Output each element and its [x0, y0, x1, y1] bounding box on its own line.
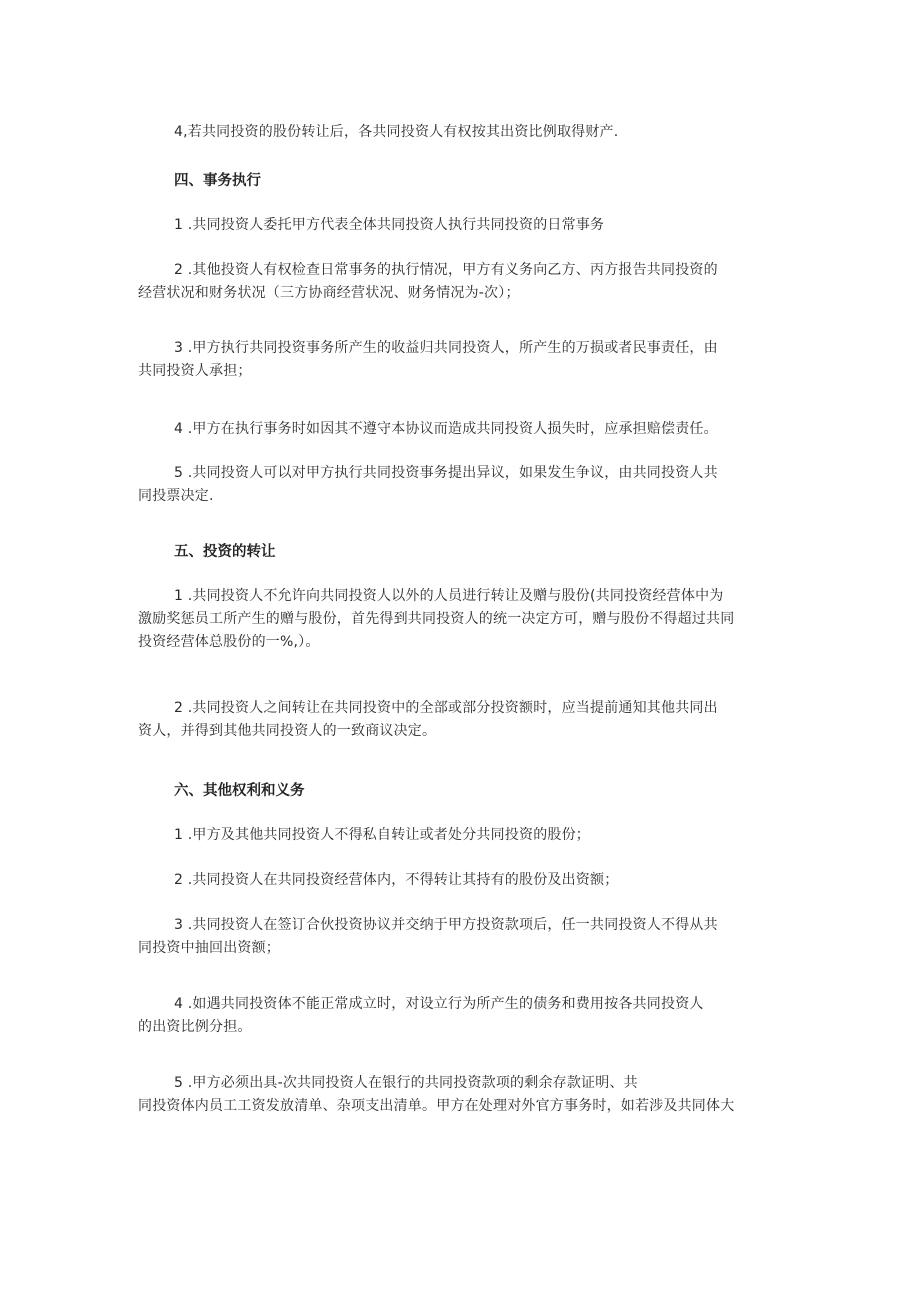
- heading-text: 五、投资的转让: [174, 544, 276, 560]
- text-line: 2 .其他投资人有权检查日常事务的执行情况，甲方有义务向乙方、丙方报告共同投资的: [174, 262, 718, 278]
- paragraph-3-4: [138, 121, 786, 144]
- clause-6-2: [138, 869, 786, 892]
- clause-6-3: [138, 914, 786, 960]
- text-line: 5 .共同投资人可以对甲方执行共同投资事务提出异议，如果发生争议，由共同投资人共: [174, 465, 718, 481]
- text-line: 1 .共同投资人不允许向共同投资人以外的人员进行转让及赠与股份(共同投资经营体中为: [174, 588, 724, 604]
- text-line: 投资经营体总股份的一%,）。: [138, 634, 320, 650]
- text-line: 资人，并得到其他共同投资人的一致商议决定。: [138, 723, 437, 739]
- section-heading-5: [138, 541, 786, 564]
- clause-6-1: [138, 824, 786, 847]
- heading-text: 四、事务执行: [174, 173, 261, 189]
- text-line: 经营状况和财务状况（三方协商经营状况、财务情况为-次）；: [138, 285, 520, 301]
- text-line: 1 .甲方及其他共同投资人不得私自转让或者处分共同投资的股份；: [174, 827, 591, 843]
- text-line: 2 .共同投资人在共同投资经营体内，不得转让其持有的股份及出资额；: [174, 872, 619, 888]
- clause-4-3: [138, 337, 786, 383]
- text-line: 同投票决定.: [138, 488, 214, 504]
- text-line: 激励奖惩员工所产生的赠与股份，首先得到共同投资人的统一决定方可，赠与股份不得超过共同: [138, 611, 735, 627]
- text-line: 同投资体内员工工资发放清单、杂项支出清单。甲方在处理对外官方事务时，如若涉及共同体大: [138, 1098, 735, 1114]
- clause-5-1: [138, 585, 786, 654]
- text-line: 共同投资人承担；: [138, 363, 252, 379]
- text-line: 4 .甲方在执行事务时如因其不遵守本协议而造成共同投资人损失时，应承担赔偿责任。: [174, 421, 718, 437]
- text-line: 1 .共同投资人委托甲方代表全体共同投资人执行共同投资的日常事务: [174, 217, 605, 233]
- text-line: 4,若共同投资的股份转让后，各共同投资人有权按其出资比例取得财产.: [174, 124, 619, 140]
- clause-4-2: [138, 259, 786, 305]
- text-line: 3 .甲方执行共同投资事务所产生的收益归共同投资人，所产生的万损或者民事责任，由: [174, 340, 718, 356]
- clause-6-4: [138, 993, 786, 1039]
- clause-4-4: [138, 418, 786, 441]
- text-line: 3 .共同投资人在签订合伙投资协议并交纳于甲方投资款项后，任一共同投资人不得从共: [174, 917, 718, 933]
- clause-6-5: [138, 1072, 786, 1118]
- clause-4-1: [138, 214, 786, 237]
- section-heading-6: [138, 780, 786, 803]
- clause-4-5: [138, 462, 786, 508]
- text-line: 4 .如遇共同投资体不能正常成立时，对设立行为所产生的债务和费用按各共同投资人: [174, 996, 704, 1012]
- text-line: 2 .共同投资人之间转让在共同投资中的全部或部分投资额时，应当提前通知其他共同出: [174, 700, 718, 716]
- text-line: 的出资比例分担。: [138, 1019, 252, 1035]
- text-line: 5 .甲方必须出具-次共同投资人在银行的共同投资款项的剩余存款证明、共: [174, 1075, 638, 1091]
- text-line: 同投资中抽回出资额；: [138, 940, 280, 956]
- heading-text: 六、其他权利和义务: [174, 783, 305, 799]
- clause-5-2: [138, 697, 786, 743]
- section-heading-4: [138, 170, 786, 193]
